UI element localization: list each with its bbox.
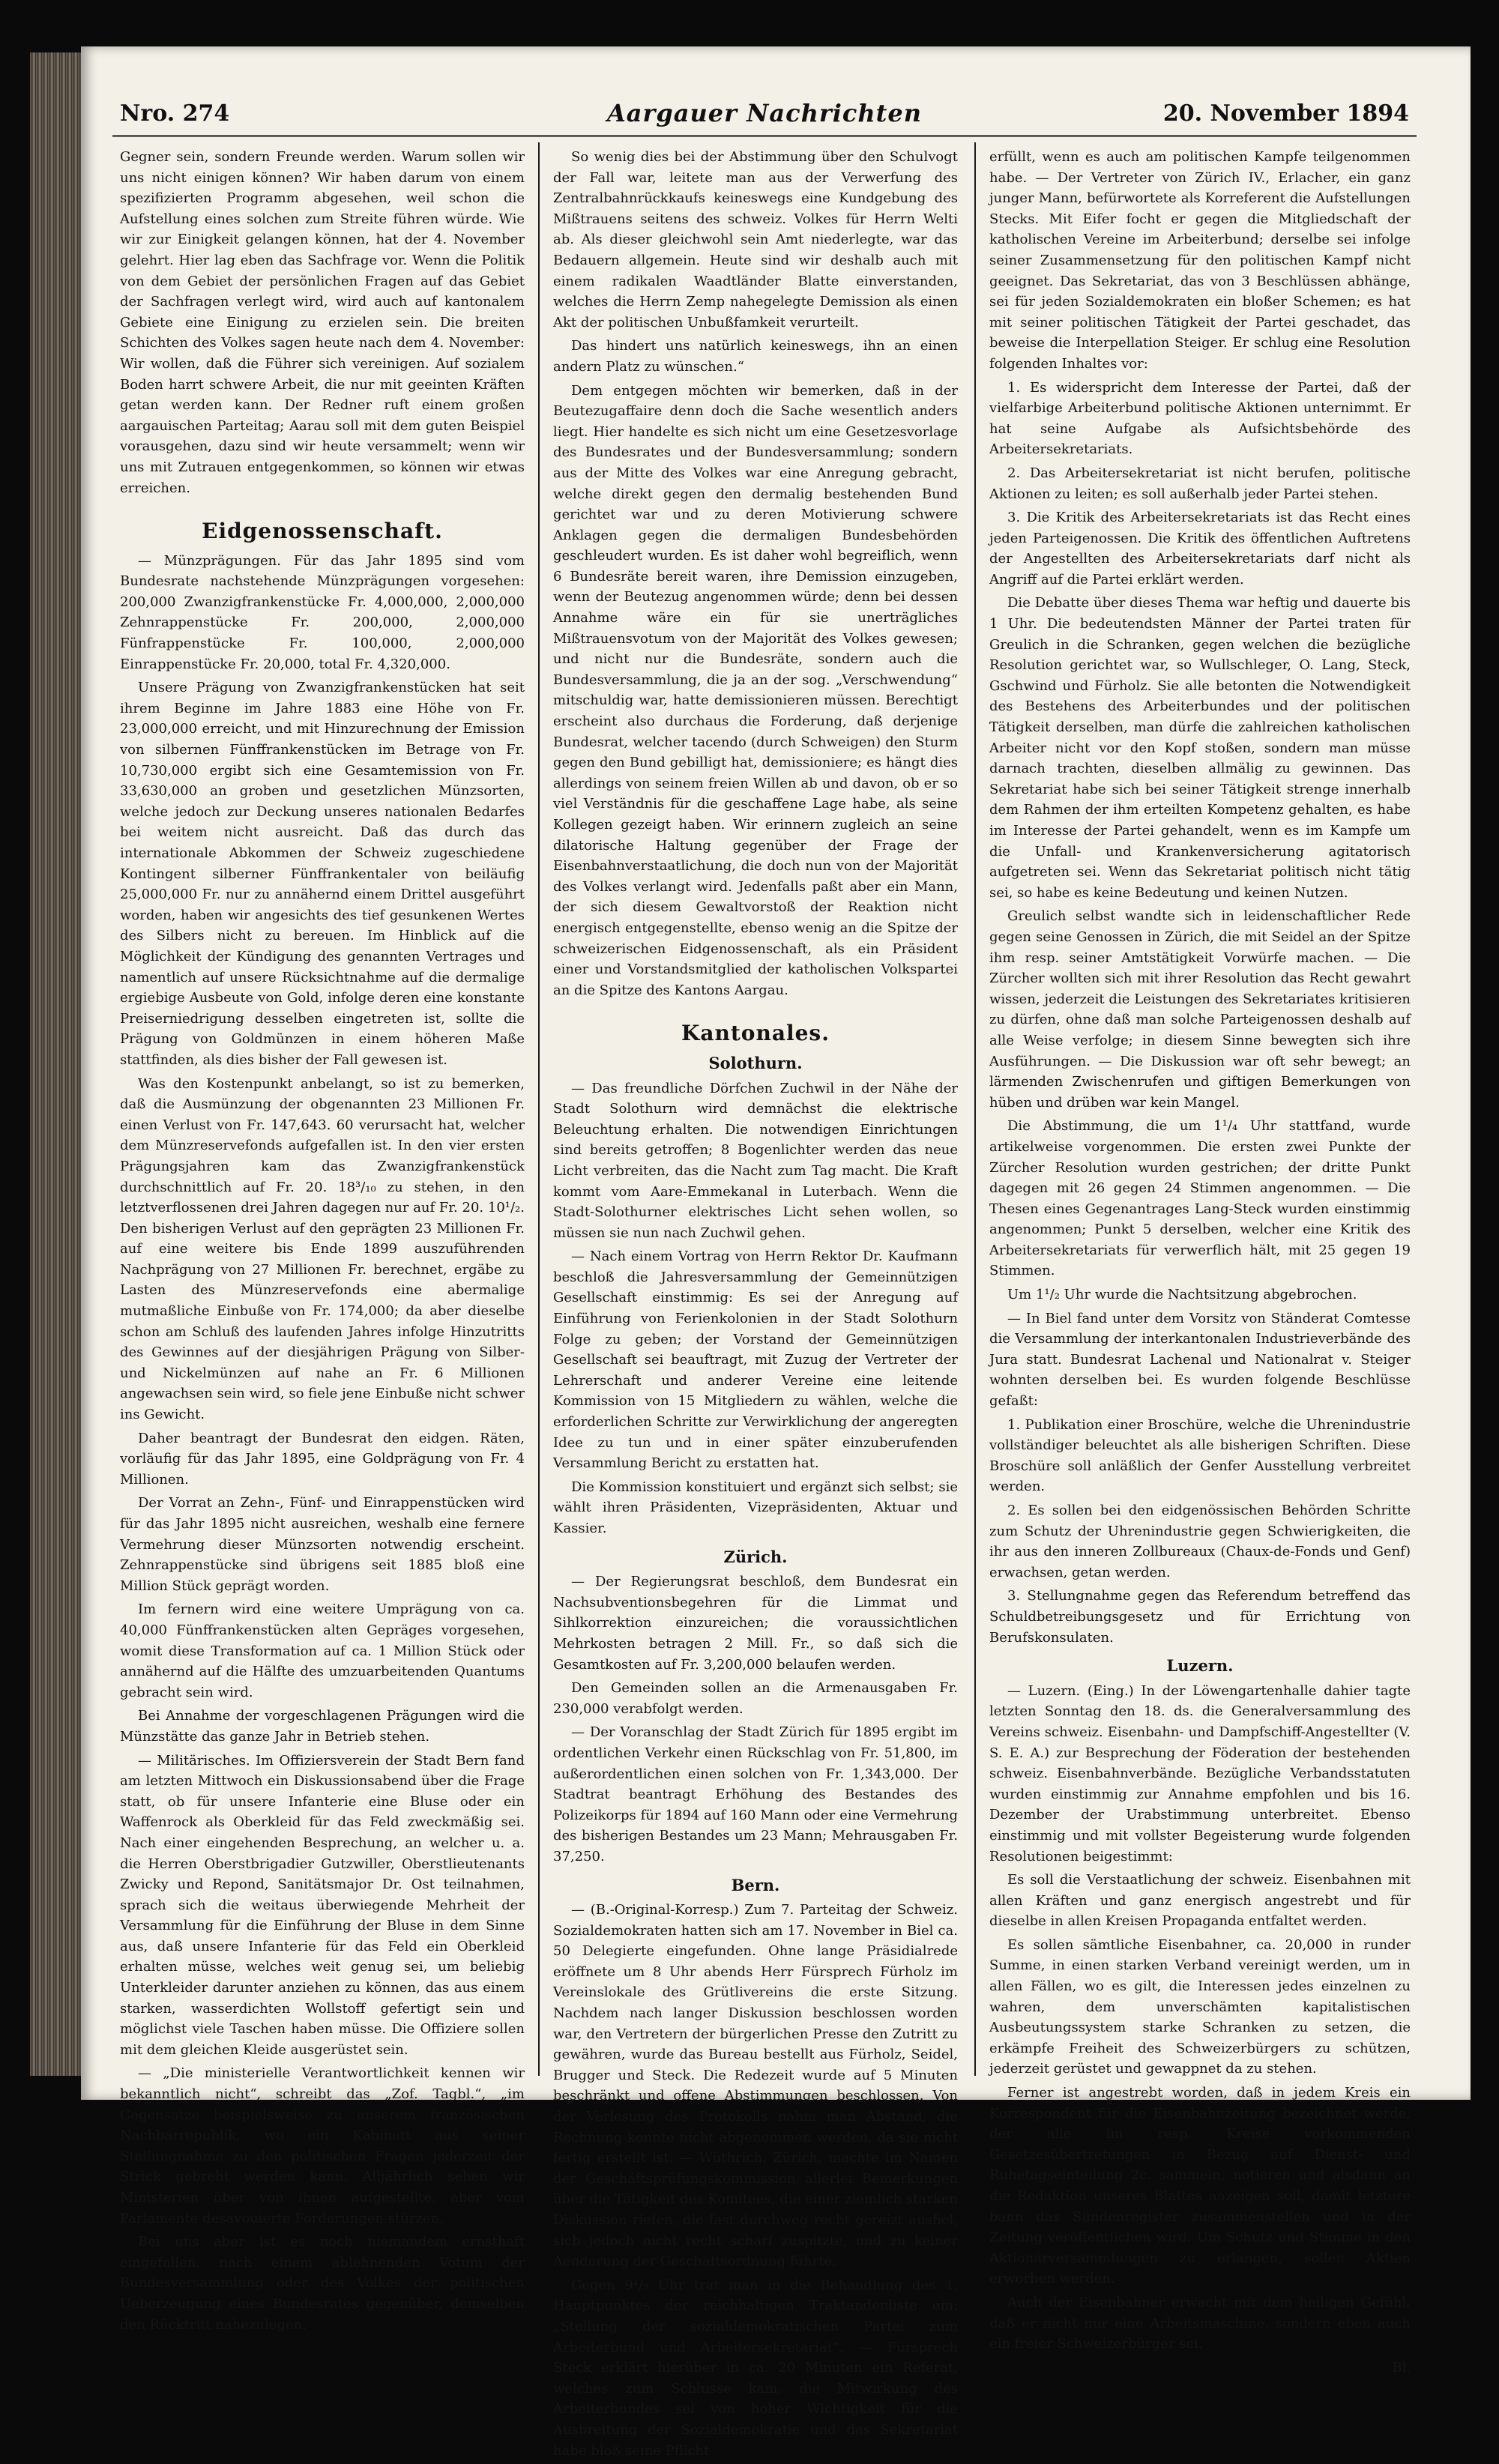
- paragraph: — Luzern. (Eing.) In der Löwengartenhalle dahier tagte letzten Sonntag den 18. ds. die Generalversammlung des Vereins schweiz. Eisenbahn- und Dampfschiff-Angestellter (V. S. E. A.) zur Besprechung der Föderation der bestehenden schweiz. Eisenbahnverbände. Bezügliche Verbandsstatuten wurden einstimmig zur Annahme empfohlen und bis 16. Dezember der Urabstimmung unterbreitet. Ebenso einstimmig und mit vollster Begeisterung wurde folgenden Resolutionen beigestimmt:: [989, 1682, 1411, 1864]
- paragraph: Das hindert uns natürlich keineswegs, ihn an einen andern Platz zu wünschen.“: [553, 338, 958, 375]
- subheading-luzern: Luzern.: [1166, 1656, 1234, 1676]
- column-rule: [538, 142, 540, 2076]
- paragraph: Um 1¹/₂ Uhr wurde die Nachtsitzung abgebrochen.: [1007, 1287, 1357, 1303]
- paragraph: Ferner ist angestrebt worden, daß in jedem Kreis ein Korrespondent für die Eisenbahnzeitung bezeichnet werde, der alle im resp. Kreise vorkommenden Gesetzesübertretungen in Bezug auf Dienst- und Ruhetagseinteilung 2c. sammeln, notieren und alsdann an die Redaktion unseres Blattes anzeigen soll, damit letztere bann das Sündenregister zusammenstellen und in der Zeitung veröffentlichen wird. Um Schutz und Stimme in den Aktionärversammlungen zu erlangen, sollen Aktien erworben werden.: [989, 2085, 1411, 2287]
- paragraph: Daher beantragt der Bundesrat den eidgen. Räten, vorläufig für das Jahr 1895, eine Goldprägung von Fr. 4 Millionen.: [120, 1430, 525, 1488]
- paragraph: Bei uns aber ist es noch niemandem ernsthaft eingefallen, nach einem ablehnenden Votum der Bundesversammlung oder des Volkes der politischen Ueberzeugung eines Bundesrates gegenüber, demselben den Rücktritt nahezulegen.: [120, 2234, 525, 2333]
- subheading-bern: Bern.: [731, 1875, 780, 1894]
- section-heading-kantonales: Kantonales.: [681, 1021, 830, 1046]
- paragraph: Im fernern wird eine weitere Umprägung von ca. 40,000 Fünffrankenstücken alten Gepräges vorgesehen, womit diese Transformation auf ca. 1 Million Stück oder annähernd auf die Hälfte des umzuarbeitenden Quantums gebracht sein wird.: [120, 1601, 525, 1700]
- paragraph: — (B.-Original-Korresp.) Zum 7. Parteitag der Schweiz. Sozialdemokraten hatten sich am 17. November in Biel ca. 50 Delegierte eingefunden. Ohne lange Präsidialrede eröffnete um 8 Uhr abends Herr Fürsprech Fürholz im Vereinslokale des Grütlivereins die erste Sitzung. Nachdem nach langer Diskussion beschlossen worden war, den Vertretern der bürgerlichen Presse den Zutritt zu gewähren, wurde das Bureau bestellt aus Fürholz, Seidel, Brugger und Steck. Die Redezeit wurde auf 5 Minuten beschränkt und offene Abstimmungen beschlossen. Von der Verlesung des Protokolls nahm man Abstand, die Rechnung konnte nicht abgenommen werden, da sie nicht fertig erstellt ist. — Wüthrich, Zürich, machte im Namen der Geschäftsprüfungskommission allerlei Bemerkungen über die Tätigkeit des Komitees, die einer ziemlich starken Diskussion riefen, die fast durchweg recht gereizt ausfiel, sich jedoch nicht recht scharf zuspitzte, und zu keiner Aenderung der Geschäftsordnung führte.: [553, 1902, 958, 2270]
- paragraph: 3. Die Kritik des Arbeitersekretariats ist das Recht eines jeden Parteigenossen. Die Kritik des öffentlichen Auftretens der Angestellten des Arbeitersekretariats darf nicht als Angriff auf die Partei erklärt werden.: [989, 510, 1411, 588]
- subheading-solothurn: Solothurn.: [708, 1053, 803, 1072]
- paragraph: — In Biel fand unter dem Vorsitz von Ständerat Comtesse die Versammlung der interkantonalen Industrieverbände des Jura statt. Bundesrat Lachenal und Nationalrat v. Steiger wohnten derselben bei. Es wurden folgende Beschlüsse gefaßt:: [989, 1310, 1411, 1410]
- paragraph: — Das freundliche Dörfchen Zuchwil in der Nähe der Stadt Solothurn wird demnächst die elektrische Beleuchtung erhalten. Die notwendigen Einrichtungen sind bereits getroffen; 8 Bogenlichter werden das neue Licht verbreiten, das die Nacht zum Tag macht. Die Kraft kommt vom Aare-Emmekanal in Luterbach. Wenn die Stadt-Solothurner elektrisches Licht sehen wollen, so müssen sie nun nach Zuchwil gehen.: [553, 1080, 958, 1241]
- column-2: [553, 147, 958, 2464]
- paragraph: Die Debatte über dieses Thema war heftig und dauerte bis 1 Uhr. Die bedeutendsten Männer der Partei traten für Greulich in die Schranken, gegen welchen die bezügliche Resolution gerichtet war, so Wullschleger, O. Lang, Steck, Gschwind und Fürholz. Sie alle betonten die Notwendigkeit des Bestehens des Arbeiterbundes und der politischen Tätigkeit derselben, man dürfe die zahlreichen katholischen Arbeiter nicht vor den Kopf stoßen, sondern man müsse darnach trachten, dieselben allmälig zu gewinnen. Das Sekretariat habe sich bei seiner Tätigkeit strenge innerhalb dem Rahmen der ihm erteilten Kompetenz gehalten, es habe im Interesse der Partei gehandelt, wenn es im Kampfe um die Unfall- und Krankenversicherung agitatorisch aufgetreten sei. Wenn das Sekretariat politisch nicht tätig sei, so habe es keine Bedeutung und keinen Nutzen.: [989, 595, 1411, 901]
- paragraph: — Der Regierungsrat beschloß, dem Bundesrat ein Nachsubventionsbegehren für die Limmat und Sihlkorrektion einzureichen; die voraussichtlichen Mehrkosten betragen 2 Mill. Fr., so daß sich die Gesamtkosten auf Fr. 3,200,000 belaufen werden.: [553, 1574, 958, 1673]
- paragraph: erfüllt, wenn es auch am politischen Kampfe teilgenommen habe. — Der Vertreter von Zürich IV., Erlacher, ein ganz junger Mann, befürwortete als Korreferent die Aufstellungen Stecks. Mit Eifer focht er gegen die Mitgliedschaft der katholischen Vereine im Arbeiterbund; derselbe sei infolge seiner Zusammensetzung für den politischen Kampf nicht geeignet. Das Sekretariat, das von 3 Beschlüssen abhänge, sei für jeden Sozialdemokraten ein bloßer Schemen; es hat mit seiner politischen Tätigkeit der Partei geschadet, das beweise die Interpellation Steiger. Er schlug eine Resolution folgenden Inhaltes vor:: [989, 149, 1411, 372]
- paragraph: Die Kommission konstituiert und ergänzt sich selbst; sie wählt ihren Präsidenten, Vizepräsidenten, Aktuar und Kassier.: [553, 1479, 958, 1536]
- issue-date: 20. November 1894: [1162, 100, 1409, 127]
- paragraph: Der Vorrat an Zehn-, Fünf- und Einrappenstücken wird für das Jahr 1895 nicht ausreichen, weshalb eine fernere Vermehrung dieser Münzsorten notwendig erscheint. Zehnrappenstücke sind übrigens seit 1885 bloß eine Million Stück geprägt worden.: [120, 1495, 525, 1594]
- subheading-zuerich: Zürich.: [723, 1547, 788, 1566]
- section-heading-eidgenossenschaft: Eidgenossenschaft.: [202, 519, 443, 544]
- column-1: [120, 147, 525, 2338]
- paragraph: Den Gemeinden sollen an die Armenausgaben Fr. 230,000 verabfolgt werden.: [553, 1680, 958, 1717]
- paragraph: Gegner sein, sondern Freunde werden. Warum sollen wir uns nicht einigen können? Wir haben darum von einem spezifizierten Programm abgesehen, weil schon die Aufstellung eines solchen zum Streite führen würde. Wie wir zur Einigkeit gelangen können, hat der 4. November gelehrt. Hier lag eben das Sachfrage vor. Wenn die Politik von dem Gebiet der persönlichen Fragen auf das Gebiet der Sachfragen verlegt wird, wird auch auf kantonalem Gebiete eine Einigung zu erzielen sein. Die breiten Schichten des Volkes sagen heute nach dem 4. November: Wir wollen, daß die Führer sich vereinigen. Auf sozialem Boden harrt schwere Arbeit, die nur mit geeinten Kräften getan werden kann. Der Redner ruft einem großen aargauischen Parteitag; Aarau soll mit dem guten Beispiel vorausgehen, dazu sind wir heute versammelt; wenn wir uns mit Zutrauen entgegenkommen, so können wir etwas erreichen.: [120, 149, 525, 496]
- paragraph: Es sollen sämtliche Eisenbahner, ca. 20,000 in runder Summe, in einen starken Verband vereinigt werden, um in allen Fällen, wo es gilt, die Interessen jedes einzelnen zu wahren, dem unverschämten kapitalistischen Ausbeutungssystem starke Schranken zu setzen, die erkämpfe Freiheit des Schweizerbürgers zu schützen, jederzeit gerüstet und gewappnet da zu stehen.: [989, 1936, 1411, 2077]
- paragraph: 1. Es widerspricht dem Interesse der Partei, daß der vielfarbige Arbeiterbund politische Aktionen unternimmt. Er hat seine Aufgabe als Aufsichtsbehörde des Arbeitersekretariats.: [989, 379, 1411, 458]
- author-signature: Bl.: [1392, 2359, 1411, 2376]
- paragraph: So wenig dies bei der Abstimmung über den Schulvogt der Fall war, leitete man aus der Verwerfung des Zentralbahnrückkaufs keineswegs eine Kundgebung des Mißtrauens seitens des schweiz. Volkes für Herrn Welti ab. Als dieser gleichwohl sein Amt niederlegte, war das Bedauern allgemein. Heute sind wir deshalb auch mit einem radikalen Waadtländer Blatte einverstanden, welches die Herrn Zemp nahegelegte Demission als einen Akt der politischen Unbußfamkeit verurteilt.: [553, 149, 958, 330]
- paragraph: Greulich selbst wandte sich in leidenschaftlicher Rede gegen seine Genossen in Zürich, die mit Seidel an der Spitze ihm resp. seiner Amtstätigkeit Vorwürfe machen. — Die Zürcher wollten sich mit ihrer Resolution das Recht gewahrt wissen, jederzeit die Leistungen des Sekretariates kritisieren zu dürfen, ohne daß man solche Parteigenossen deshalb auf alle Weise verfolge; in diesem Sinne bewegten sich ihre Ausführungen. — Die Diskussion war oft sehr bewegt; an lärmenden Zwischenrufen und giftigen Bemerkungen von hüben und drüben war kein Mangel.: [989, 908, 1411, 1111]
- paragraph: Auch der Eisenbahner erwacht mit dem heiligen Gefühl, daß er nicht nur eine Arbeitsmaschine, sondern eben auch ein freier Schweizerbürger sei.: [989, 2294, 1411, 2352]
- paragraph: 1. Publikation einer Broschüre, welche die Uhrenindustrie vollständiger beleuchtet als alle bisherigen Schriften. Diese Broschüre soll anläßlich der Genfer Ausstellung verbreitet werden.: [989, 1416, 1411, 1495]
- book-binding-edge: [30, 52, 82, 2076]
- paragraph: — Militärisches. Im Offiziersverein der Stadt Bern fand am letzten Mittwoch ein Diskussionsabend über die Frage statt, ob für unsere Infanterie eine Bluse oder ein Waffenrock als Oberkleid für das Feld zweckmäßig sei. Nach einer eingehenden Besprechung, an welcher u. a. die Herren Oberstbrigadier Gutzwiller, Oberstlieutenants Zwicky und Repond, Sanitätsmajor Dr. Ost teilnahmen, sprach sich die weitaus überwiegende Mehrheit der Versammlung für die Einführung der Bluse in dem Sinne aus, daß unsere Infanterie für das Feld ein Oberkleid erhalten müsse, welches weit genug sei, um beliebig Unterkleider darunter anziehen zu können, das aus einem starken, wasserdichten Wollstoff gefertigt sein und möglichst viele Taschen haben müsse. Die Offiziere sollen mit dem gleichen Kleide ausgerüstet sein.: [120, 1752, 525, 2058]
- paragraph: 2. Das Arbeitersekretariat ist nicht berufen, politische Aktionen zu leiten; es soll außerhalb jeder Partei stehen.: [989, 465, 1411, 502]
- paragraph: Bei Annahme der vorgeschlagenen Prägungen wird die Münzstätte das ganze Jahr in Betrieb stehen.: [120, 1708, 525, 1745]
- paragraph: — „Die ministerielle Verantwortlichkeit kennen wir bekanntlich nicht“, schreibt das „Zof. Tagbl.“, „im Gegensatze beispielsweise zu unserem französischen Nachbarrepublik, wo ein Kabinett aus seiner Stellungnahme zu den politischen Fragen jederzeit der Strick gebreht werden kann. Alljährlich sehen wir Ministerien über von ihnen aufgestellte, aber vom Parlamente desavouierte Forderungen stürzen.: [120, 2065, 525, 2226]
- column-rule: [974, 142, 976, 2076]
- paragraph: Dem entgegen möchten wir bemerken, daß in der Beutezugaffaire denn doch die Sache wesentlich anders liegt. Hier handelte es sich nicht um eine Gesetzesvorlage des Bundesrates und der Bundesversammlung; sondern aus der Mitte des Volkes war eine Anregung gebracht, welche direkt gegen den dermalig bestehenden Bund gerichtet war und zu deren Motivierung schwere Anklagen gegen die dermaligen Bundesbehörden geschleudert wurden. Es ist daher wohl begreiflich, wenn 6 Bundesräte bereit waren, ihre Demission einzugeben, wenn der Beutezug angenommen würde; denn bei dessen Annahme wäre ein für sie unerträgliches Mißtrauensvotum von der Majorität des Volkes gewesen; und nicht nur die Bundesräte, sondern auch die Bundesversammlung, die ja an der sog. „Verschwendung“ mitschuldig war, hatte demissionieren müssen. Berechtigt erscheint also durchaus die Forderung, daß derjenige Bundesrat, welcher tacendo (durch Schweigen) den Sturm gegen den Bund gebilligt hat, demissioniere; es hängt dies allerdings von seinem freien Willen ab und davon, ob er so viel Verständnis für die geschaffene Lage habe, als seine Kollegen gezeigt haben. Wir erinnern zugleich an seine dilatorische Haltung gegenüber der Frage der Eisenbahnverstaatlichung, die doch nun von der Majorität des Volkes verlangt wird. Jedenfalls paßt aber ein Mann, der sich diesem Gewaltvorstoß der Reaktion nicht energisch entgegenstellte, ebenso wenig an die Spitze der schweizerischen Eidgenossenschaft, als ein Präsident einer und Vorstandsmitglied der katholischen Volkspartei an die Spitze des Kantons Aargau.: [553, 382, 958, 998]
- paragraph: Es soll die Verstaatlichung der schweiz. Eisenbahnen mit allen Kräften und ganz energisch angestrebt und für dieselbe in allen Kreisen Propaganda entfaltet werden.: [989, 1872, 1411, 1930]
- paragraph: Was den Kostenpunkt anbelangt, so ist zu bemerken, daß die Ausmünzung der obgenannten 23 Millionen Fr. einen Verlust von Fr. 147,643. 60 verursacht hat, welcher dem Münzreservefonds aufgefallen ist. In den vier ersten Prägungsjahren kam das Zwanzigfrankenstück durchschnittlich auf Fr. 20. 18³/₁₀ zu stehen, in den letztverflossenen drei Jahren dagegen nur auf Fr. 20. 10¹/₂. Den bisherigen Verlust auf den geprägten 23 Millionen Fr. auf eine weitere bis Ende 1899 auszuführenden Nachprägung von 27 Millionen Fr. berechnet, ergäbe zu Lasten des Münzreservefonds eine abermalige mutmaßliche Einbuße von Fr. 174,000; da aber dieselbe schon am Schluß des laufenden Jahres infolge Hinzutritts des Gewinnes auf der diesjährigen Prägung von Silber- und Nickelmünzen auf nahe an Fr. 6 Millionen angewachsen sein wird, so fiele jene Einbuße nicht schwer ins Gewicht.: [120, 1075, 525, 1423]
- masthead: [112, 90, 1417, 137]
- paragraph: Die Abstimmung, die um 1¹/₄ Uhr stattfand, wurde artikelweise vorgenommen. Die ersten zwei Punkte der Zürcher Resolution wurden gestrichen; der dritte Punkt dagegen mit 26 gegen 24 Stimmen angenommen. — Die Thesen eines Gegenantrages Lang-Steck wurden einstimmig angenommen; Punkt 5 derselben, welcher eine Kritik des Arbeitersekretariats für verwerflich hält, mit 25 gegen 19 Stimmen.: [989, 1118, 1411, 1279]
- paragraph: Unsere Prägung von Zwanzigfrankenstücken hat seit ihrem Beginne im Jahre 1883 eine Höhe von Fr. 23,000,000 erreicht, und mit Hinzurechnung der Emission von silbernen Fünffrankenstücken im Betrage von Fr. 10,730,000 ergibt sich eine Gesamtemission von Fr. 33,630,000 an groben und gesetzlichen Münzsorten, welche jedoch zur Deckung unseres nationalen Bedarfes bei weitem nicht ausreicht. Daß das durch das internationale Abkommen der Schweiz zugeschiedene Kontingent silberner Fünffrankentaler von beiläufig 25,000,000 Fr. nur zu annähernd einem Drittel ausgeführt worden, haben wir angesichts des tief gesunkenen Wertes des Silbers nicht zu bereuen. Im Hinblick auf die Möglichkeit der Kündigung des genannten Vertrages und namentlich auf unsere Rücksichtnahme auf die dermalige ergiebige Ausbeute von Gold, infolge deren eine konstante Preiserniedrigung desselben eingetreten ist, sollte die Prägung von Goldmünzen in einem höheren Maße stattfinden, als dies bisher der Fall gewesen ist.: [120, 680, 525, 1068]
- column-3: [989, 147, 1411, 2378]
- paragraph: 3. Stellungnahme gegen das Referendum betreffend das Schuldbetreibungsgesetz und für Errichtung von Berufskonsulaten.: [989, 1588, 1411, 1646]
- paragraph: — Der Voranschlag der Stadt Zürich für 1895 ergibt im ordentlichen Verkehr einen Rückschlag von Fr. 51,800, im außerordentlichen einen solchen von Fr. 1,343,000. Der Stadtrat beantragt Erhöhung des Bestandes des Polizeikorps für 1894 auf 160 Mann oder eine Vermehrung des bisherigen Bestandes um 23 Mann; Mehrausgaben Fr. 37,250.: [553, 1724, 958, 1864]
- paragraph: 2. Es sollen bei den eidgenössischen Behörden Schritte zum Schutz der Uhrenindustrie gegen Schwierigkeiten, die ihr aus den inneren Zollbureaux (Chaux-de-Fonds und Genf) erwachsen, getan werden.: [989, 1503, 1411, 1580]
- paragraph: — Münzprägungen. Für das Jahr 1895 sind vom Bundesrate nachstehende Münzprägungen vorgesehen: 200,000 Zwanzigfrankenstücke Fr. 4,000,000, 2,000,000 Zehnrappenstücke Fr. 200,000, 2,000,000 Fünfrappenstücke Fr. 100,000, 2,000,000 Einrappenstücke Fr. 20,000, total Fr. 4,320,000.: [120, 552, 525, 672]
- issue-number: Nro. 274: [120, 100, 230, 127]
- paper-title: Aargauer Nachrichten: [606, 99, 923, 127]
- paragraph: — Nach einem Vortrag von Herrn Rektor Dr. Kaufmann beschloß die Jahresversammlung der Gemeinnützigen Gesellschaft einstimmig: Es sei der Anregung auf Einführung von Ferienkolonien in der Stadt Solothurn Folge zu geben; der Vorstand der Gemeinnützigen Gesellschaft sei beauftragt, mit Zuzug der Vertreter der Lehrerschaft und anderer Vereine eine leitende Kommission von 15 Mitgliedern zu wählen, welche die erforderlichen Schritte zur Verwirklichung der angeregten Idee zu tun und in einer später einzuberufenden Versammlung Bericht zu erstatten hat.: [553, 1248, 958, 1472]
- paragraph: Gegen 9¹/₂ Uhr trat man in die Behandlung des 1. Hauptpunktes der reichhaltigen Traktandenliste ein: „Stellung der sozialdemokratischen Partei zum Arbeiterbund und Arbeitersekretariat“. — Fürsprech Steck erklärt hierüber in ca. 20 Minuten ein Referat, welches zum Schlusse kam, die Mitwirkung des Arbeiterbundes sei von hoher Wichtigkeit für die Ausbreitung der Sozialdemokratie und das Sekretariat habe bloß seine Pflicht: [553, 2277, 958, 2459]
